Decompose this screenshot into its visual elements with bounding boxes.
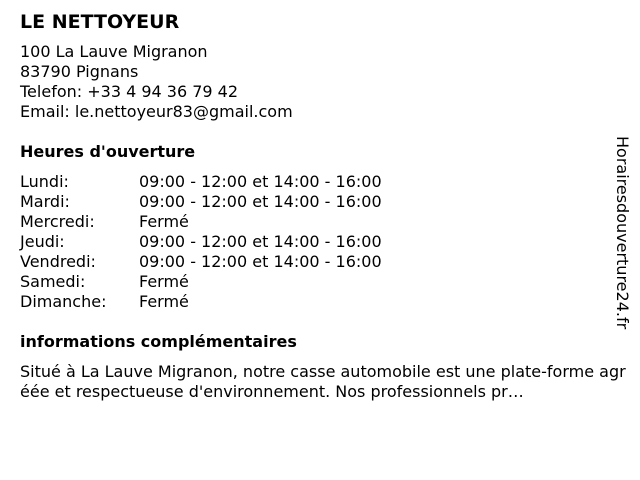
day-label: Dimanche:	[20, 292, 107, 311]
hours-table	[20, 172, 620, 312]
address-block	[20, 42, 620, 122]
business-name: LE NETTOYEUR	[20, 11, 180, 33]
day-label: Vendredi:	[20, 252, 96, 271]
info-heading: informations complémentaires	[20, 332, 297, 351]
phone-line: Telefon: +33 4 94 36 79 42	[20, 82, 239, 101]
time-value: Fermé	[139, 272, 189, 291]
time-value: Fermé	[139, 292, 189, 311]
time-value: 09:00 - 12:00 et 14:00 - 16:00	[139, 192, 382, 211]
address-city: 83790 Pignans	[20, 62, 139, 81]
time-value: 09:00 - 12:00 et 14:00 - 16:00	[139, 232, 382, 251]
time-value: Fermé	[139, 212, 189, 231]
hours-row-monday	[20, 172, 620, 192]
day-label: Lundi:	[20, 172, 69, 191]
hours-row-sunday	[20, 292, 620, 312]
info-description: Situé à La Lauve Migranon, notre casse automobile est une plate-forme agréée et respectueuse d'environnement. Nos professionnels pr…	[20, 362, 626, 401]
hours-heading: Heures d'ouverture	[20, 142, 196, 161]
day-label: Mercredi:	[20, 212, 95, 231]
email-line: Email: le.nettoyeur83@gmail.com	[20, 102, 293, 121]
time-value: 09:00 - 12:00 et 14:00 - 16:00	[139, 172, 382, 191]
hours-row-friday	[20, 252, 620, 272]
hours-row-thursday	[20, 232, 620, 252]
day-label: Samedi:	[20, 272, 86, 291]
day-label: Mardi:	[20, 192, 70, 211]
time-value: 09:00 - 12:00 et 14:00 - 16:00	[139, 252, 382, 271]
watermark-text: Horairesdouverture24.fr	[613, 136, 632, 330]
hours-row-saturday	[20, 272, 620, 292]
hours-row-wednesday	[20, 212, 620, 232]
address-street: 100 La Lauve Migranon	[20, 42, 208, 61]
hours-row-tuesday	[20, 192, 620, 212]
day-label: Jeudi:	[20, 232, 65, 251]
